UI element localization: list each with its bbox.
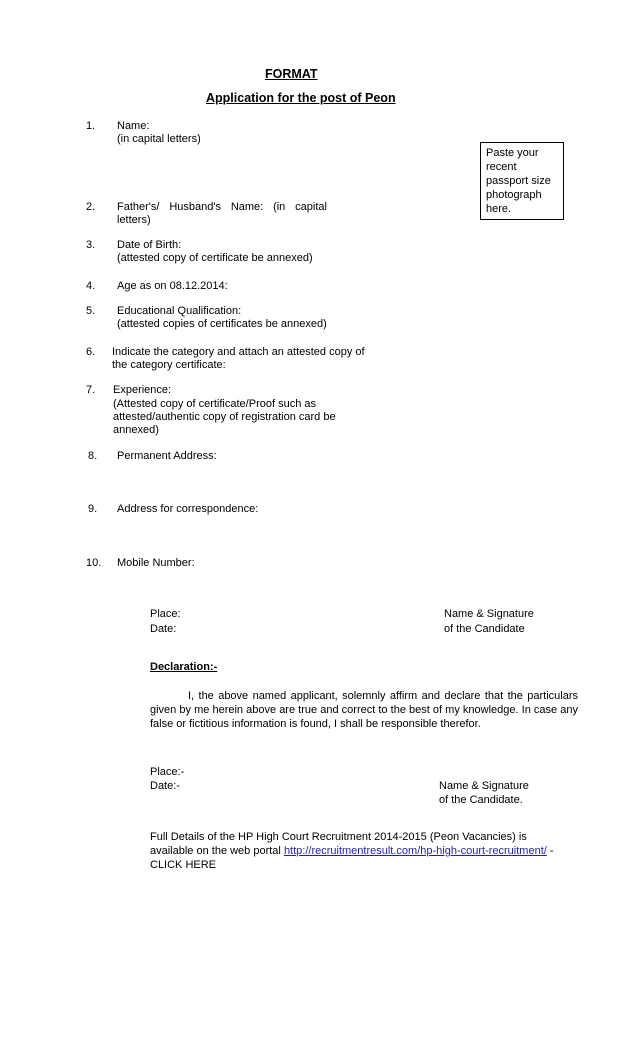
label-word: Father's/ [117, 201, 160, 213]
date-of-birth-label: Date of Birth: [117, 239, 182, 251]
place-label: Place: [150, 608, 181, 620]
label-word: Name: [230, 201, 264, 213]
experience-sublabel-line: annexed) [113, 424, 159, 436]
declaration-heading: Declaration:- [150, 661, 218, 673]
permanent-address-label: Permanent Address: [117, 450, 217, 462]
age-label: Age as on 08.12.2014: [117, 280, 228, 292]
footer-line-2 [150, 844, 554, 858]
date-label: Date: [150, 623, 177, 635]
education-label: Educational Qualification: [117, 305, 242, 317]
experience-sublabel-line: (Attested copy of certificate/Proof such as [113, 398, 316, 410]
item-number: 6. [86, 346, 96, 358]
photo-box-line: passport size [486, 175, 551, 187]
photo-placeholder-box [480, 142, 564, 220]
photo-box-line: photograph [486, 189, 542, 201]
experience-sublabel-line: attested/authentic copy of registration card be [113, 411, 336, 423]
education-sublabel: (attested copies of certificates be annexed) [117, 318, 327, 330]
name-signature-label: Name & Signature [439, 780, 529, 792]
item-number: 3. [86, 239, 96, 251]
of-candidate-label: of the Candidate [444, 623, 525, 635]
father-husband-name-label [117, 200, 327, 214]
name-sublabel: (in capital letters) [117, 133, 201, 145]
item-number: 1. [86, 120, 96, 132]
experience-label: Experience: [113, 384, 172, 396]
click-here-text: CLICK HERE [150, 859, 217, 871]
recruitment-portal-link[interactable]: http://recruitmentresult.com/hp-high-court-recruitment/ [283, 845, 547, 857]
label-word: Husband's [169, 201, 221, 213]
photo-box-line: here. [486, 203, 512, 215]
photo-box-line: recent [486, 161, 517, 173]
item-number: 7. [86, 384, 96, 396]
name-signature-label: Name & Signature [444, 608, 534, 620]
item-number: 4. [86, 280, 96, 292]
item-number: 9. [88, 503, 98, 515]
category-label: Indicate the category and attach an attested copy of [112, 346, 365, 358]
photo-box-line: Paste your [486, 147, 539, 159]
of-candidate-label: of the Candidate. [439, 794, 523, 806]
footer-line-1: Full Details of the HP High Court Recruitment 2014-2015 (Peon Vacancies) is [150, 831, 527, 843]
footer-suffix: - [546, 845, 554, 857]
correspondence-address-label: Address for correspondence: [117, 503, 259, 515]
category-sublabel: the category certificate: [112, 359, 226, 371]
item-number: 10. [86, 557, 102, 569]
label-word: capital [295, 201, 327, 213]
format-heading: FORMAT [265, 67, 318, 81]
date-label: Date:- [150, 780, 180, 792]
item-number: 5. [86, 305, 96, 317]
footer-prefix: available on the web portal [150, 845, 284, 857]
father-husband-name-sublabel: letters) [117, 214, 151, 226]
page-title: Application for the post of Peon [206, 91, 396, 105]
label-word: (in [273, 201, 286, 213]
place-label: Place:- [150, 766, 185, 778]
name-label: Name: [117, 120, 150, 132]
declaration-text: I, the above named applicant, solemnly affirm and declare that the particulars given by me herein above are true and correct to the best of my knowledge. In case any false or fictitious information is found, I shall be responsible therefor. [150, 690, 578, 730]
item-number: 2. [86, 201, 96, 213]
item-number: 8. [88, 450, 98, 462]
date-of-birth-sublabel: (attested copy of certificate be annexed) [117, 252, 313, 264]
mobile-number-label: Mobile Number: [117, 557, 195, 569]
